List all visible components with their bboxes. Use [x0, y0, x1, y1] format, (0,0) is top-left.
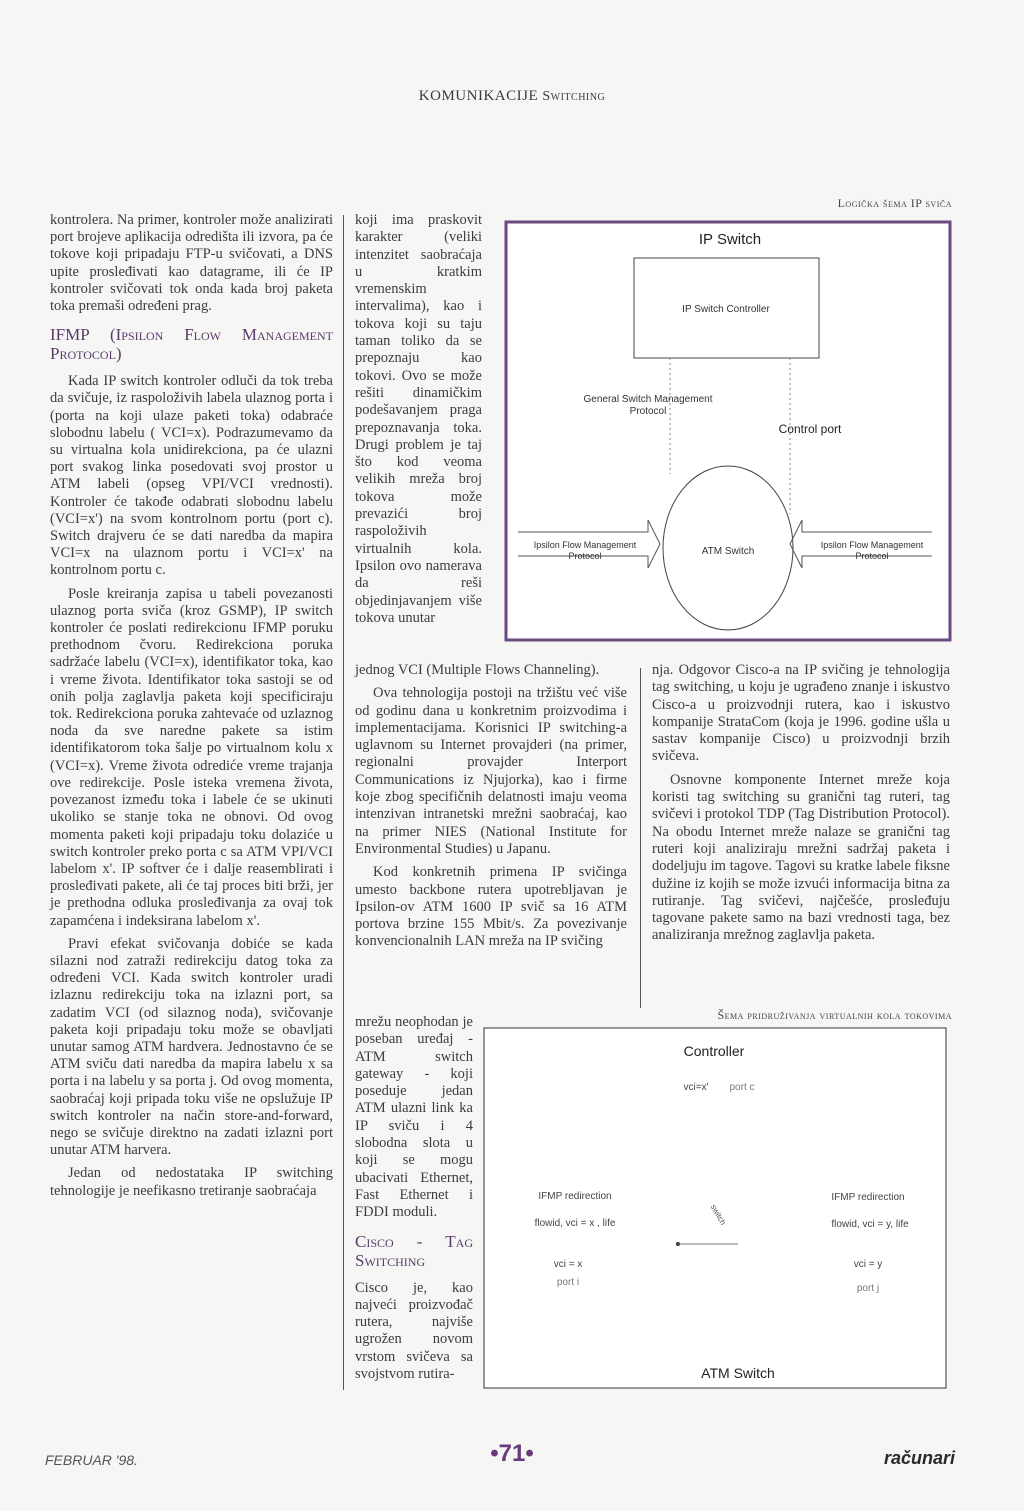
ifmp-right-label: Ipsilon Flow Management [820, 540, 924, 550]
switch-label: switch [708, 1202, 728, 1227]
vci-c-label: vci=x' [683, 1082, 709, 1093]
ifmp-right-label-2: Protocol [855, 551, 889, 561]
paragraph: Jedan od nedostataka IP switching tehnologije je neefikasno tretiranje saobraćaja [50, 1165, 333, 1199]
paragraph: Ova tehnologija postoji na tržištu već više od godinu dana u konkretnim proizvodima i implementacijama. Korisnici IP switching-a uglavnom su Internet provajderi (na primer, regionalni provajder Interport Communications iz Njujorka), kao i firme koje zbog specifičnih delatnosti imaju veoma intenzivan intranetski mrežni saobraćaj, kao na primer NIES (National Institute for Environmental Studies) u Japanu. [355, 685, 627, 857]
paragraph: nja. Odgovor Cisco-a na IP svičing je tehnologija tag switching, u koju je ugrađeno znanje i iskustvo Cisco-a u proizvodnji rutera, kao i iskustvo kompanije StrataCom (koja je 1996. godine ušla u sastav kompanije Cisco) u proizvodnji brzih svičeva. [652, 662, 950, 765]
paragraph: Pravi efekat svičovanja dobiće se kada silazni nod zatraži redirekciju datog toka za određeni VCI. Kada switch kontroler uradi izlaznu redirekciju toka na izlazni port, sa zadatim VCI (od silaznog noda), svičovanje paketa koji pripadaju toku može se obavljati unutar samog ATM hardvera. Jednostavno će se ATM sviču dati naredba da mapira labelu x sa porta i na labelu y sa porta j. Od ovog momenta, saobraćaj koji pripada toku više ne opslužuje IP switch kontroler na način store-and-forward, nego se svičuje direktno na zadati izlazni port unutar ATM harvera. [50, 935, 333, 1159]
header-sub: Switching [542, 89, 606, 104]
vci-y-label: vci = y [853, 1259, 883, 1270]
header-main: KOMUNIKACIJE [418, 88, 539, 104]
ifmp-left-label: Ipsilon Flow Management [533, 540, 637, 550]
paragraph: Osnovne komponente Internet mreže koja koristi tag switching su granični tag ruteri, tag svičevi i protokol TDP (Tag Distribution Protocol). Na obodu Internet mreže nalaze se granični tag ruteri koji analiziraju mrežni sadržaj paketa i dodeljuju im tagove. Tagovi su kratke labele fiksne dužine iz kojih se može izvući informacija bitna za rutiranje. Tag svičevi, najčešće, prosleđuju tagovane pakete samo na bazi vrednosti taga, bez analiziranja mrežnog zaglavlja paketa. [652, 771, 950, 944]
column-2-top [355, 212, 482, 633]
page-number: •71• [490, 1440, 534, 1467]
figure-1-caption: Logička šema IP sviča [837, 196, 952, 210]
magazine-name: računari [883, 1448, 955, 1468]
paragraph: koji ima praskovit karakter (veliki intenzitet saobraćaja u kratkim vremenskim intervalima), kao i tokova koji su taju taman toliko da se prepoznaju kao tokovi. Ovo se može rešiti dinamičkim podešavanjem praga prepoznavanja toka. Drugi problem je taj što kod veoma velikih mreža broj tokova može prevazići broj raspoloživih virtualnih kola. Ipsilon ovo namerava da reši objedinjavanjem više tokova unutar [355, 212, 482, 626]
flow-left-label: flowid, vci = x , life [534, 1218, 616, 1229]
vci-x-label: vci = x [553, 1259, 583, 1270]
column-rule [640, 668, 641, 1008]
paragraph: Kod konkretnih primena IP svičinga umesto backbone rutera upotrebljavan je Ipsilon-ov ATM 1600 IP svič sa 16 ATM portova brzine 155 Mbit/s. Za povezivanje konvencionalnih LAN mreža na IP svičing [355, 864, 627, 950]
port-i-label: port i [556, 1277, 580, 1288]
figure-2-diagram [480, 1024, 952, 1396]
ifmp-right-label: IFMP redirection [831, 1192, 905, 1203]
column-2-bottom [355, 1014, 473, 1389]
controller-label: IP Switch Controller [682, 304, 770, 315]
footer-date: FEBRUAR '98. [45, 1452, 138, 1468]
page-header [0, 88, 1024, 105]
paragraph: Posle kreiranja zapisa u tabeli povezanosti ulaznog porta sviča (kroz GSMP), IP switch kontroler će poslati redirekcionu IFMP poruku prethodnom čvoru. Redirekciona poruka sadržaće labelu (VCI=x), identifikator toka, kao i vreme života. Identifikator toka sastoji se od onih polja zaglavlja paketa koji specificiraju tok. Redirekciona poruka zahtevaće od uzlaznog noda da sve naredne pakete sa istim identifikatorom toka šalje po virtualnom kolu x (VCI=x). Vreme života odrediće vreme trajanja ove redirekcije. Posle isteka vremena života, povezanost između toka i labele će se ukinuti ukoliko se stanje toka ne obnovi. Od ovog momenta paketi koji pripadaju toku dolaziće u switch kontroler preko porta c sa ATM VPI/VCI labelom x'. IP softver će i dalje reasemblirati i prosleđivati pakete, ali će taj proces biti brži, jer je prethodna odluka prosleđivanja za ovaj tok zapamćena i indeksirana labelom x'. [50, 585, 333, 929]
control-port-label: Control port [778, 422, 842, 436]
paragraph: mrežu neophodan je poseban uređaj - ATM switch gateway - koji poseduje jedan ATM ulazni link ka IP sviču i 4 slobodna slota u koji se mogu ubacivati Ethernet, Fast Ethernet i FDDI moduli. [355, 1014, 473, 1221]
controller-label: Controller [683, 1043, 745, 1059]
paragraph: kontrolera. Na primer, kontroler može analizirati port brojeve aplikacija odredišta ili izvora, pa će tokove koji pripadaju FTP-u svičovati, a DNS upite prosleđivati kao datagrame, ili će IP kontroler svičovati tok onda kada broj paketa toka premaši određeni prag. [50, 212, 333, 315]
figure-2-caption: Šema pridruživanja virtualnih kola tokovima [717, 1008, 952, 1022]
ifmp-left-label: IFMP redirection [538, 1191, 612, 1202]
column-rule [343, 215, 344, 1390]
section-heading-ifmp: IFMP (Ipsilon Flow Management Protocol) [50, 325, 333, 364]
column-3 [652, 662, 950, 951]
ip-switch-label: IP Switch [698, 231, 762, 248]
atm-switch-label: ATM Switch [701, 546, 755, 557]
paragraph: Cisco je, kao najveći proizvođač rutera, najviše ugrožen novom vrstom svičeva sa svojstvom rutira- [355, 1279, 473, 1383]
port-j-label: port j [856, 1283, 880, 1294]
figure-1-diagram [500, 214, 955, 654]
column-2-middle [355, 662, 627, 957]
column-1 [50, 212, 333, 1206]
flow-right-label: flowid, vci = y, life [831, 1219, 909, 1230]
ifmp-left-label-2: Protocol [568, 551, 602, 561]
figure-1-frame [506, 222, 950, 640]
gsmp-label: General Switch Management [583, 394, 713, 405]
section-heading-cisco: Cisco - Tag Switching [355, 1231, 473, 1270]
atm-switch-label: ATM Switch [701, 1365, 775, 1381]
paragraph: jednog VCI (Multiple Flows Channeling). [355, 662, 600, 678]
port-c-label: port c [729, 1082, 755, 1093]
gsmp-label-2: Protocol [629, 406, 667, 417]
paragraph: Kada IP switch kontroler odluči da tok treba da svičuje, iz raspoloživih labela ulaznog porta i (porta na koji ulaze paketi toka) odabraće slobodnu labelu ( VCI=x). Podrazumevamo da su virtualna kola unidirekciona, pa će ulazni port svakog linka posedovati svoj prostor u ATM labeli (opseg VPI/VCI vrednosti). Kontroler će takođe odabrati slobodnu labelu (VCI=x') na svom kontrolnom portu (port c). Switch drajveru će se dati naredba da mapira VCI=x na ulaznom portu i VCI=x' na kontrolnom portu c. [50, 373, 333, 579]
